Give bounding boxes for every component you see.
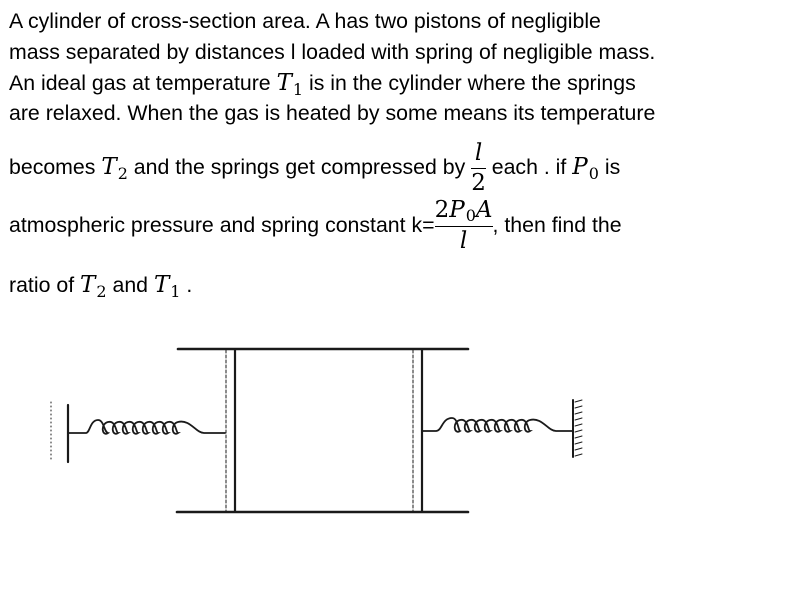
- text-span: are relaxed. When the gas is heated by some means its temperature: [9, 101, 656, 125]
- text-span: A cylinder of cross-section area. A has two pistons of negligible: [9, 9, 601, 33]
- math-subscript: 1: [170, 282, 181, 301]
- math-subscript: 1: [292, 80, 304, 99]
- math-var: P: [572, 154, 588, 180]
- text-span: An ideal gas at temperature: [9, 71, 277, 95]
- right-spring: [423, 418, 572, 432]
- text-span: atmospheric pressure and spring constant k=: [9, 213, 435, 237]
- fraction-denominator: 2: [471, 169, 486, 196]
- text-span: each . if: [485, 155, 573, 179]
- math-var: l: [474, 139, 483, 166]
- text-span: ratio of: [9, 273, 81, 297]
- right-fixed-wall: [573, 400, 582, 457]
- text-span: and the springs get compressed by: [127, 155, 472, 179]
- left-piston: [226, 350, 235, 511]
- math-var: P: [449, 197, 465, 224]
- math-coeff: 2: [434, 197, 450, 224]
- text-span: is: [598, 155, 621, 179]
- math-var: T: [101, 154, 117, 180]
- math-var: A: [475, 197, 493, 224]
- text-span: .: [180, 273, 193, 297]
- text-span: mass separated by distances l loaded with spring of negligible mass.: [9, 40, 656, 64]
- left-fixed-wall: [51, 402, 68, 462]
- left-spring: [68, 420, 225, 434]
- math-subscript: 2: [117, 164, 128, 183]
- text-span: and: [106, 273, 154, 297]
- math-var: l: [459, 228, 468, 255]
- math-var: T: [276, 70, 292, 96]
- text-span: is in the cylinder where the springs: [303, 71, 636, 95]
- math-subscript: 2: [96, 282, 107, 301]
- math-var: T: [80, 272, 96, 298]
- right-piston: [413, 350, 422, 511]
- math-subscript: 0: [465, 206, 476, 226]
- text-span: becomes: [9, 155, 102, 179]
- text-span: , then find the: [492, 213, 622, 237]
- math-var: T: [153, 272, 170, 298]
- math-subscript: 0: [588, 164, 599, 183]
